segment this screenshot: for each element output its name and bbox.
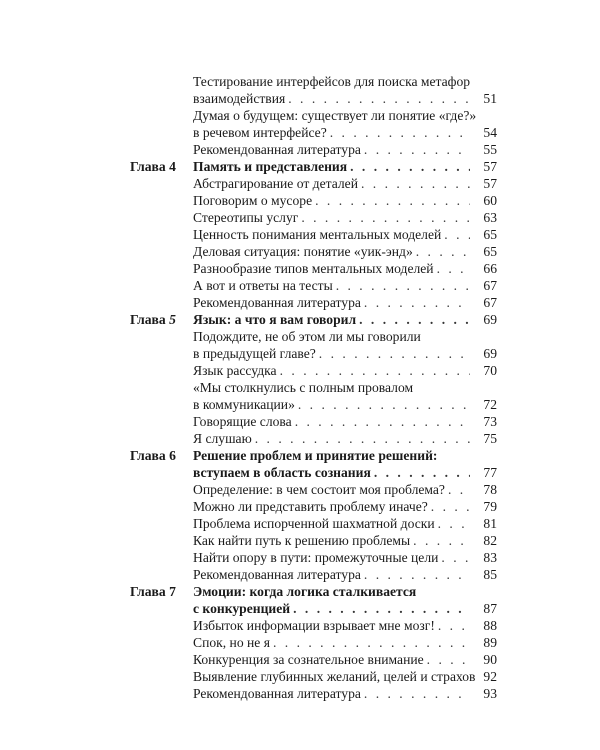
chapter-title: Эмоции: когда логика сталкивается (193, 584, 417, 599)
chapter-number: 5 (169, 312, 176, 327)
page-number: 75 (483, 431, 497, 446)
toc-entry-title: Избыток информации взрывает мне мозг! (193, 618, 435, 633)
toc-entry-title: Рекомендованная литература (193, 686, 361, 701)
toc-entry-title: в коммуникации» (193, 397, 295, 412)
chapter-title: Память и представления (193, 159, 348, 174)
leader-dots (431, 498, 470, 516)
page-number: 85 (483, 567, 497, 582)
page-number: 66 (483, 261, 497, 276)
leader-dots (255, 430, 470, 448)
leader-dots (444, 226, 470, 244)
toc-entry-title: Подождите, не об этом ли мы говорили (193, 329, 421, 344)
leader-dots (416, 243, 470, 261)
leader-dots (298, 396, 470, 414)
page-number: 51 (483, 91, 497, 106)
toc-entry-title: Рекомендованная литература (193, 295, 361, 310)
toc-entry-title: Рекомендованная литература (193, 142, 361, 157)
toc-entry-title: Можно ли представить проблему иначе? (193, 499, 428, 514)
page-number: 54 (483, 125, 497, 140)
leader-dots (364, 566, 470, 584)
page-number: 70 (483, 363, 497, 378)
toc-entry-title: Я слушаю (193, 431, 252, 446)
toc-entry-title: Проблема испорченной шахматной доски (193, 516, 435, 531)
page-number: 60 (483, 193, 497, 208)
toc-entry-title: Конкуренция за сознательное внимание (193, 652, 424, 667)
toc-entry-title: Язык рассудка (193, 363, 277, 378)
leader-dots (330, 124, 470, 142)
toc-entry-title: Абстрагирование от деталей (193, 176, 358, 191)
leader-dots (293, 600, 470, 618)
page-number: 79 (483, 499, 497, 514)
toc-entry-title: Поговорим о мусоре (193, 193, 313, 208)
toc-entry-title: Думая о будущем: существует ли понятие «где?» (193, 108, 477, 123)
page-number: 90 (483, 652, 497, 667)
page-number: 69 (483, 346, 497, 361)
page-number: 78 (483, 482, 497, 497)
leader-dots (273, 634, 470, 652)
toc-entry-title: взаимодействия (193, 91, 286, 106)
leader-dots (437, 260, 470, 278)
toc-entry-title: Деловая ситуация: понятие «уик-энд» (193, 244, 413, 259)
page-number: 67 (483, 295, 497, 310)
chapter-title: вступаем в область сознания (193, 465, 371, 480)
leader-dots (361, 175, 470, 193)
chapter-label: Глава 6 (130, 448, 176, 463)
page-number: 81 (483, 516, 497, 531)
leader-dots (295, 413, 470, 431)
toc-entry-title: Рекомендованная литература (193, 567, 361, 582)
chapter-title: Решение проблем и принятие решений: (193, 448, 438, 463)
leader-dots (359, 311, 470, 329)
toc-entry-title: в речевом интерфейсе? (193, 125, 327, 140)
toc-entry-title: Как найти путь к решению проблемы (193, 533, 411, 548)
page-number: 87 (483, 601, 497, 616)
chapter-label: Глава 5 (130, 312, 176, 327)
toc-entry-title: Разнообразие типов ментальных моделей (193, 261, 434, 276)
toc-entry-title: «Мы столкнулись с полным провалом (193, 380, 414, 395)
toc-entry-title: Говорящие слова (193, 414, 292, 429)
chapter-title: Язык: а что я вам говорил (193, 312, 357, 327)
toc-entry-title: А вот и ответы на тесты (193, 278, 333, 293)
page-number: 57 (483, 176, 497, 191)
toc-entry-title: в предыдущей главе? (193, 346, 316, 361)
page-number: 89 (483, 635, 497, 650)
page-number: 63 (483, 210, 497, 225)
chapter-title: с конкуренцией (193, 601, 291, 616)
page-number: 73 (483, 414, 497, 429)
page-number: 57 (483, 159, 497, 174)
page-number: 72 (483, 397, 497, 412)
page-number: 65 (483, 244, 497, 259)
page-number: 93 (483, 686, 497, 701)
page-number: 82 (483, 533, 497, 548)
leader-dots (438, 515, 470, 533)
leader-dots (448, 481, 470, 499)
leader-dots (280, 362, 470, 380)
chapter-label: Глава 4 (130, 159, 176, 174)
toc-entry-title: Определение: в чем состоит моя проблема? (193, 482, 445, 497)
chapter-label: Глава 7 (130, 584, 176, 599)
leader-dots (413, 532, 470, 550)
leader-dots (315, 192, 470, 210)
leader-dots (319, 345, 470, 363)
leader-dots (364, 294, 470, 312)
page-number: 65 (483, 227, 497, 242)
toc-entry-title: Тестирование интерфейсов для поиска метафор (193, 74, 471, 89)
page-number: 92 (483, 669, 497, 684)
leader-dots (364, 685, 470, 703)
leader-dots (364, 141, 470, 159)
page-number: 83 (483, 550, 497, 565)
leader-dots (441, 549, 470, 567)
toc-entry-title: Стереотипы услуг (193, 210, 299, 225)
toc-entry-title: Спок, но не я (193, 635, 270, 650)
page-number: 55 (483, 142, 497, 157)
toc-entry-title: Ценность понимания ментальных моделей (193, 227, 442, 242)
leader-dots (301, 209, 470, 227)
page-number: 88 (483, 618, 497, 633)
page-number: 69 (483, 312, 497, 327)
leader-dots (427, 651, 470, 669)
leader-dots (336, 277, 470, 295)
leader-dots (374, 464, 470, 482)
page-number: 77 (483, 465, 497, 480)
leader-dots (350, 158, 470, 176)
page-number: 67 (483, 278, 497, 293)
leader-dots (438, 617, 470, 635)
leader-dots (288, 90, 470, 108)
toc-entry-title: Выявление глубинных желаний, целей и страхов (193, 669, 476, 684)
toc-entry-title: Найти опору в пути: промежуточные цели (193, 550, 439, 565)
